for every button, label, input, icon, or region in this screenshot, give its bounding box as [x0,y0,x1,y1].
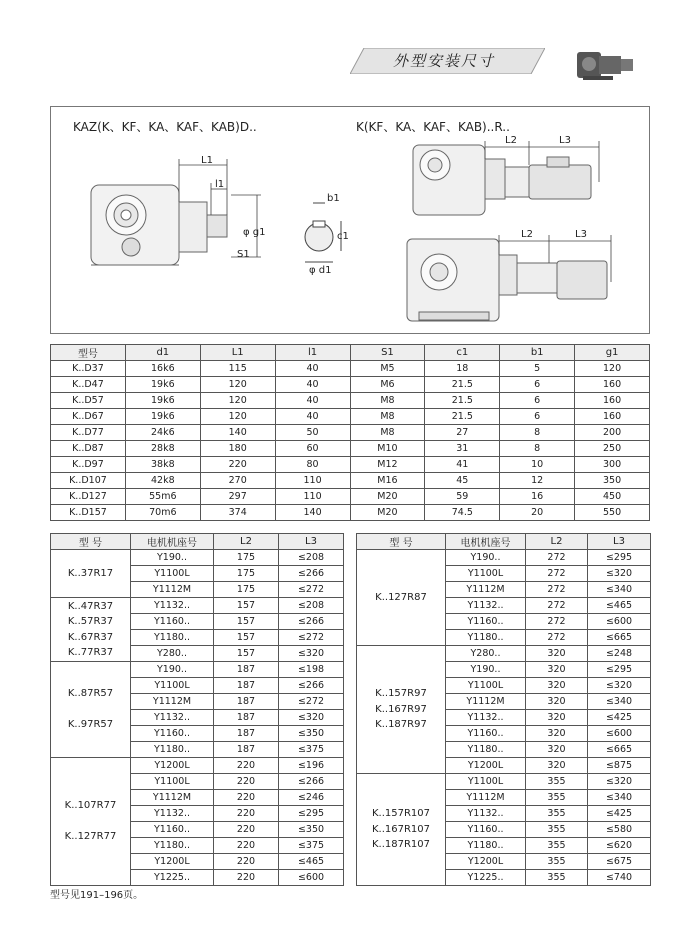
table-cell: 187 [214,662,279,678]
model-name: K..67R37 [67,631,114,643]
table-cell: 270 [200,473,275,489]
table-cell: ≤208 [279,598,344,614]
model-group-cell [51,758,131,886]
table-cell: Y1180.. [131,742,214,758]
table-cell: Y190.. [131,550,214,566]
model-name: K..157R107 [371,808,431,820]
table-row [357,774,651,790]
table-row [51,505,650,521]
table-cell: 8 [500,441,575,457]
kaz-gearbox-drawing [91,185,227,265]
table-cell: 550 [575,505,650,521]
table-cell: 55m6 [125,489,200,505]
column-header: 电机机座号 [446,534,526,550]
table-cell: ≤425 [588,806,651,822]
table-cell: 74.5 [425,505,500,521]
table-cell: 157 [214,614,279,630]
table-cell: ≤295 [279,806,344,822]
table-cell: 16 [500,489,575,505]
table-cell: 220 [214,806,279,822]
table-cell: 175 [214,550,279,566]
table-cell: 272 [526,550,588,566]
dim-L3-side: L3 [575,229,587,240]
table-cell: Y190.. [446,662,526,678]
left-drawing-caption: KAZ(K、KF、KA、KAF、KAB)D.. [73,120,257,134]
table-cell: M12 [350,457,425,473]
table-cell: Y1160.. [446,614,526,630]
shaft-section-drawing [305,203,341,262]
table-cell: 320 [526,694,588,710]
table-cell: ≤620 [588,838,651,854]
table-cell: Y280.. [446,646,526,662]
table-cell: K..D47 [51,377,126,393]
kr-gearmotor-side-drawing [407,239,607,321]
model-group-cell [357,550,446,646]
table-cell: ≤875 [588,758,651,774]
table-cell: 140 [275,505,350,521]
table-cell: Y1100L [446,678,526,694]
table-row [51,393,650,409]
table-cell: 297 [200,489,275,505]
model-group-cell [357,774,446,886]
column-header: 型 号 [357,534,446,550]
table-cell: 120 [575,361,650,377]
table-row [51,662,344,678]
table-cell: ≤665 [588,630,651,646]
table-cell: 70m6 [125,505,200,521]
table-cell: Y1200L [446,758,526,774]
table-cell: 272 [526,566,588,582]
model-name: K..57R37 [67,616,114,627]
table-cell: ≤272 [279,630,344,646]
kr-gearmotor-top-drawing [413,145,591,215]
table-cell: Y190.. [446,550,526,566]
table-cell: M5 [350,361,425,377]
column-header: d1 [125,345,200,361]
table-cell: 355 [526,774,588,790]
table-cell: Y1112M [446,694,526,710]
table-cell: 19k6 [125,377,200,393]
table-cell: 10 [500,457,575,473]
table-cell: 12 [500,473,575,489]
table-cell: ≤465 [279,854,344,870]
table-cell: ≤600 [588,614,651,630]
table-cell: ≤375 [279,742,344,758]
column-header: S1 [350,345,425,361]
column-header: L3 [588,534,651,550]
table-cell: 40 [275,409,350,425]
table-row [51,473,650,489]
model-group-cell [357,646,446,774]
model-name: K..127R87 [375,591,427,603]
model-name: K..167R97 [375,703,427,715]
table-cell: ≤320 [588,566,651,582]
table-cell: 220 [200,457,275,473]
table-cell: Y1180.. [446,838,526,854]
table-cell: 272 [526,598,588,614]
table-cell: 220 [214,790,279,806]
column-header: L2 [526,534,588,550]
table-cell: Y1225.. [446,870,526,886]
table-cell: 27 [425,425,500,441]
table-cell: Y1200L [131,758,214,774]
column-header: 型 号 [51,534,131,550]
table-cell: 320 [526,758,588,774]
table-cell: 374 [200,505,275,521]
table-cell: ≤272 [279,582,344,598]
table-cell: 19k6 [125,409,200,425]
table-cell: Y1160.. [446,726,526,742]
column-header: g1 [575,345,650,361]
table-cell: ≤425 [588,710,651,726]
table-cell: ≤740 [588,870,651,886]
table-cell: 40 [275,361,350,377]
dimension-table-r-left [50,533,344,886]
table-cell: 320 [526,742,588,758]
dim-g1: φ g1 [243,227,266,238]
table-cell: K..D157 [51,505,126,521]
table-cell: ≤208 [279,550,344,566]
table-cell: ≤350 [279,822,344,838]
model-name [51,814,130,830]
dimension-drawing [50,106,650,334]
table-cell: 320 [526,726,588,742]
table-cell: ≤295 [588,662,651,678]
table-cell: ≤320 [279,710,344,726]
table-cell: Y1112M [446,582,526,598]
table-cell: 160 [575,393,650,409]
table-cell: K..D67 [51,409,126,425]
table-cell: 320 [526,710,588,726]
table-cell: Y1180.. [446,630,526,646]
table-cell: M8 [350,393,425,409]
table-row [51,377,650,393]
model-name: K..187R107 [371,839,431,851]
table-cell: K..D77 [51,425,126,441]
table-cell: 272 [526,630,588,646]
table-cell: M20 [350,505,425,521]
dim-L3-top: L3 [559,135,571,146]
table-cell: Y1132.. [131,806,214,822]
column-header: l1 [275,345,350,361]
table-cell: Y1100L [131,678,214,694]
table-cell: ≤675 [588,854,651,870]
column-header: 电机机座号 [131,534,214,550]
table-cell: 187 [214,710,279,726]
table-cell: 187 [214,694,279,710]
table-cell: 355 [526,854,588,870]
table-cell: ≤246 [279,790,344,806]
table-cell: 157 [214,646,279,662]
table-cell: 320 [526,646,588,662]
model-group-cell [51,662,131,758]
table-cell: 42k8 [125,473,200,489]
table-cell: 157 [214,598,279,614]
table-cell: ≤600 [588,726,651,742]
table-cell: 21.5 [425,409,500,425]
table-cell: ≤320 [588,774,651,790]
model-name: K..187R97 [375,719,427,731]
table-cell: ≤266 [279,566,344,582]
table-cell: 38k8 [125,457,200,473]
table-cell: 175 [214,566,279,582]
table-cell: Y1180.. [131,838,214,854]
table-cell: 41 [425,457,500,473]
table-cell: 350 [575,473,650,489]
table-cell: 140 [200,425,275,441]
table-row [357,550,651,566]
table-cell: K..D107 [51,473,126,489]
dim-d1: φ d1 [309,265,332,276]
table-cell: 320 [526,662,588,678]
table-cell: Y1225.. [131,870,214,886]
table-cell: K..D127 [51,489,126,505]
table-cell: ≤340 [588,582,651,598]
table-cell: K..D97 [51,457,126,473]
table-cell: ≤600 [279,870,344,886]
table-cell: ≤350 [279,726,344,742]
table-cell: 355 [526,822,588,838]
table-cell: 157 [214,630,279,646]
table-cell: Y1100L [131,774,214,790]
table-cell: 120 [200,409,275,425]
table-row [51,489,650,505]
model-name: K..37R17 [67,567,114,579]
column-header: c1 [425,345,500,361]
table-cell: 40 [275,393,350,409]
table-row [51,441,650,457]
dim-L1: L1 [201,155,213,166]
table-cell: ≤272 [279,694,344,710]
table-cell: M8 [350,409,425,425]
table-cell: Y1132.. [446,598,526,614]
table-cell: Y1132.. [446,806,526,822]
table-cell: Y1160.. [446,822,526,838]
model-name [51,702,130,718]
table-cell: ≤340 [588,790,651,806]
gearbox-outline-drawings [51,107,649,333]
dimension-table-r-right [356,533,651,886]
table-row [51,425,650,441]
column-header: 型号 [51,345,126,361]
table-cell: ≤248 [588,646,651,662]
table-cell: Y1100L [446,774,526,790]
table-cell: ≤320 [279,646,344,662]
model-name: K..167R107 [371,823,431,835]
footnote: 型号见191–196页。 [50,890,144,901]
table-cell: 16k6 [125,361,200,377]
table-cell: Y1160.. [131,822,214,838]
table-cell: Y1160.. [131,726,214,742]
table-cell: 120 [200,377,275,393]
table-cell: 80 [275,457,350,473]
table-cell: Y1180.. [131,630,214,646]
dimension-table-d [50,344,650,521]
table-cell: ≤295 [588,550,651,566]
table-cell: Y1112M [446,790,526,806]
table-cell: 355 [526,870,588,886]
model-name: K..97R57 [67,719,114,731]
table-cell: 40 [275,377,350,393]
dim-l1: l1 [215,179,225,190]
table-cell: 320 [526,678,588,694]
table-cell: ≤266 [279,678,344,694]
table-cell: 21.5 [425,393,500,409]
table-row [51,457,650,473]
model-name: K..127R77 [64,831,117,843]
column-header: L1 [200,345,275,361]
table-cell: M20 [350,489,425,505]
table-cell: 8 [500,425,575,441]
table-cell: Y1200L [131,854,214,870]
table-cell: 21.5 [425,377,500,393]
dim-L2-top: L2 [505,135,517,146]
table-cell: 187 [214,742,279,758]
table-cell: 59 [425,489,500,505]
table-cell: 220 [214,854,279,870]
table-cell: K..D57 [51,393,126,409]
table-cell: Y1132.. [446,710,526,726]
model-name: K..107R77 [64,800,117,812]
table-cell: 110 [275,489,350,505]
table-cell: 160 [575,409,650,425]
table-cell: K..D37 [51,361,126,377]
table-cell: 355 [526,806,588,822]
table-row [51,361,650,377]
table-cell: 220 [214,758,279,774]
table-cell: Y1132.. [131,710,214,726]
table-cell: 18 [425,361,500,377]
table-cell: 175 [214,582,279,598]
table-cell: 180 [200,441,275,457]
table-cell: 19k6 [125,393,200,409]
table-cell: ≤266 [279,614,344,630]
table-cell: 5 [500,361,575,377]
model-name: K..47R37 [67,600,114,612]
table-cell: ≤196 [279,758,344,774]
right-drawing-caption: K(KF、KA、KAF、KAB)..R.. [356,120,510,134]
table-cell: 120 [200,393,275,409]
table-cell: 272 [526,614,588,630]
table-cell: 6 [500,409,575,425]
table-cell: Y1180.. [446,742,526,758]
table-cell: 45 [425,473,500,489]
table-cell: 272 [526,582,588,598]
table-cell: M6 [350,377,425,393]
table-cell: 355 [526,838,588,854]
table-cell: Y280.. [131,646,214,662]
table-cell: 24k6 [125,425,200,441]
table-cell: ≤375 [279,838,344,854]
table-cell: 20 [500,505,575,521]
table-cell: Y1132.. [131,598,214,614]
dim-c1: c1 [337,231,349,242]
table-cell: 110 [275,473,350,489]
table-row [357,646,651,662]
table-row [51,758,344,774]
table-cell: 28k8 [125,441,200,457]
table-cell: Y1100L [131,566,214,582]
model-name: K..157R97 [375,688,427,700]
column-header: b1 [500,345,575,361]
table-cell: K..D87 [51,441,126,457]
table-row [51,409,650,425]
table-cell: ≤580 [588,822,651,838]
table-cell: 220 [214,870,279,886]
dim-S1: S1 [237,249,250,260]
page-title: 外型安装尺寸 [393,52,496,70]
table-cell: 250 [575,441,650,457]
table-cell: 187 [214,726,279,742]
table-cell: 220 [214,822,279,838]
dim-b1: b1 [327,193,340,204]
table-cell: 115 [200,361,275,377]
column-header: L2 [214,534,279,550]
dim-L2-side: L2 [521,229,533,240]
table-cell: ≤198 [279,662,344,678]
table-cell: Y190.. [131,662,214,678]
table-row [51,598,344,614]
table-cell: 220 [214,838,279,854]
table-cell: M16 [350,473,425,489]
model-name: K..77R37 [67,647,114,658]
table-cell: 187 [214,678,279,694]
table-cell: ≤320 [588,678,651,694]
table-cell: M8 [350,425,425,441]
table-cell: 31 [425,441,500,457]
table-cell: Y1100L [446,566,526,582]
table-cell: Y1112M [131,694,214,710]
table-cell: 450 [575,489,650,505]
table-cell: 200 [575,425,650,441]
table-cell: Y1160.. [131,614,214,630]
table-cell: 6 [500,393,575,409]
model-group-cell [51,550,131,598]
table-cell: 160 [575,377,650,393]
table-cell: 50 [275,425,350,441]
table-cell: 300 [575,457,650,473]
table-cell: 355 [526,790,588,806]
table-cell: M10 [350,441,425,457]
table-cell: 60 [275,441,350,457]
table-row [51,550,344,566]
table-cell: Y1112M [131,790,214,806]
table-cell: Y1200L [446,854,526,870]
model-group-cell [51,598,131,662]
table-cell: 6 [500,377,575,393]
model-name: K..87R57 [67,688,114,700]
table-cell: ≤465 [588,598,651,614]
table-cell: ≤266 [279,774,344,790]
gearbox-logo-icon [575,44,637,84]
table-cell: Y1112M [131,582,214,598]
table-cell: 220 [214,774,279,790]
table-cell: ≤340 [588,694,651,710]
table-cell: ≤665 [588,742,651,758]
column-header: L3 [279,534,344,550]
